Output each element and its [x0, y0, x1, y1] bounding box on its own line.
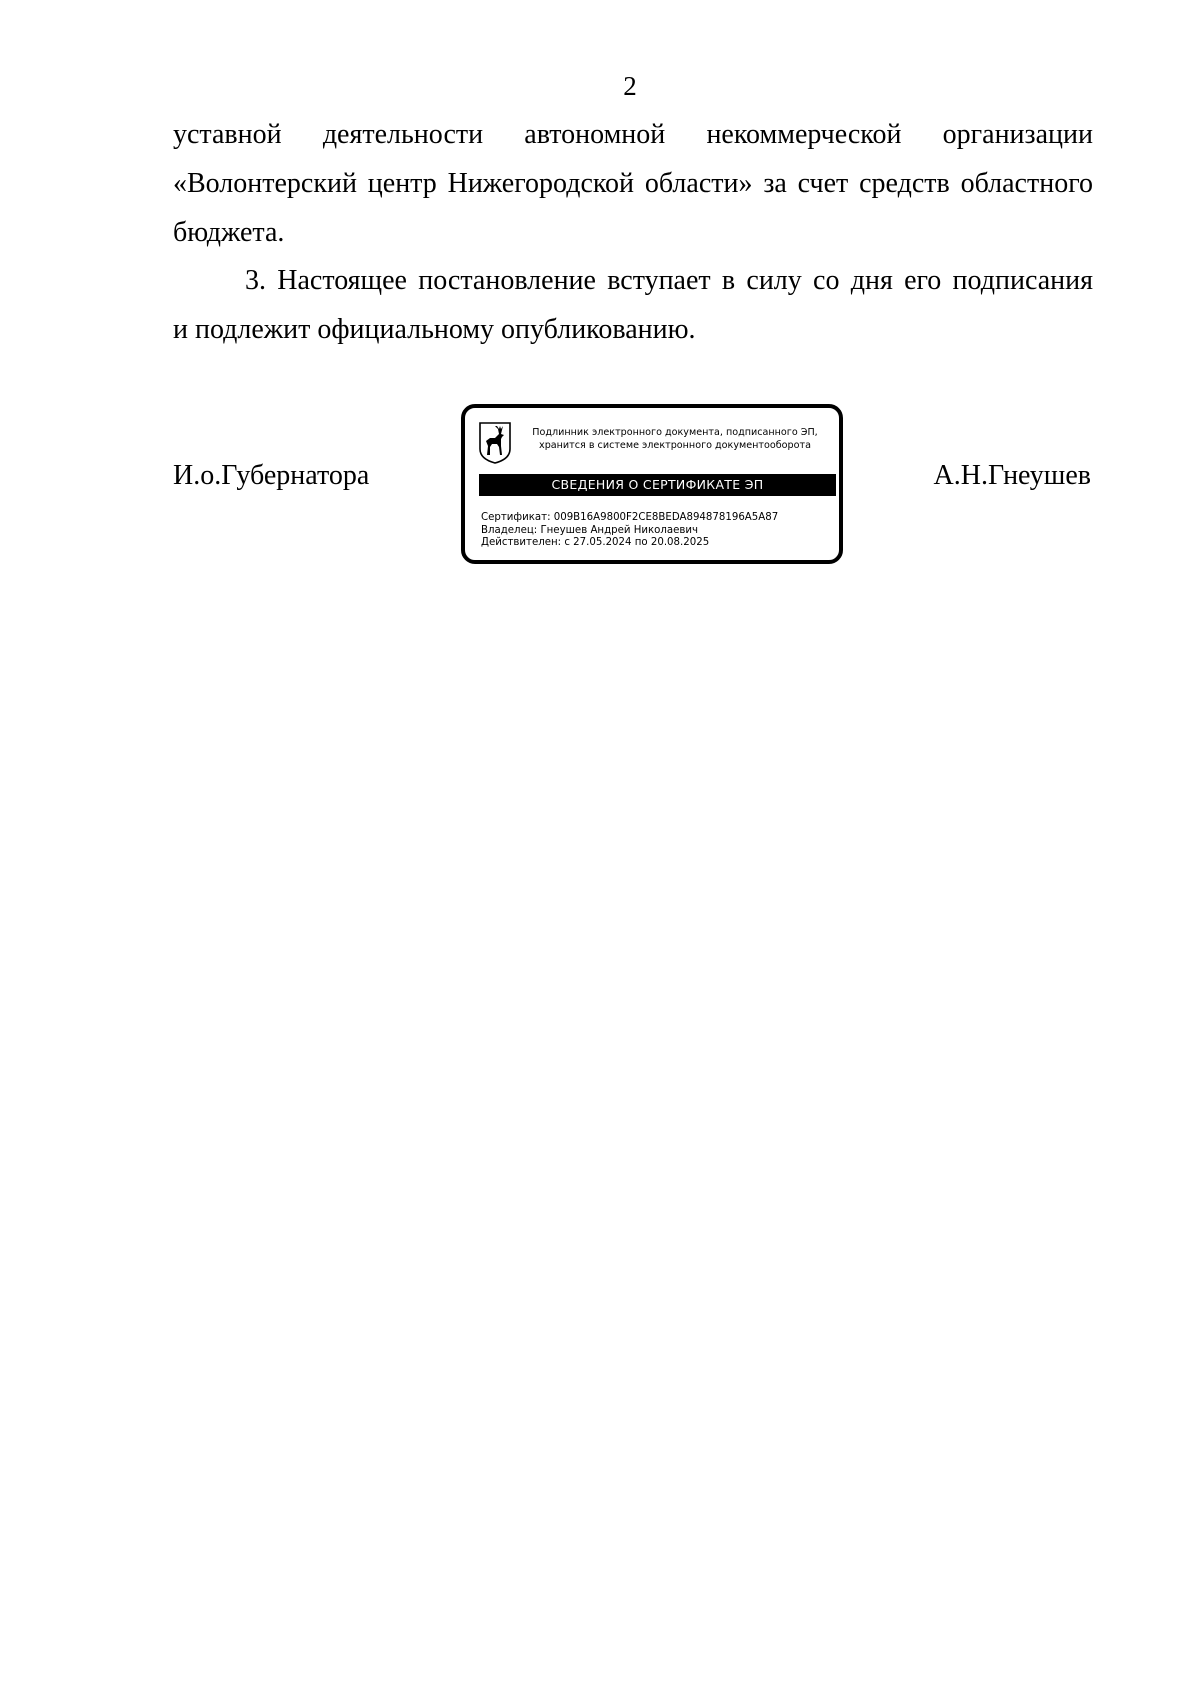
paragraph-2-line-1: 3. Настоящее постановление вступает в силу со дня его подписания: [245, 265, 1093, 296]
coat-of-arms-icon: [478, 421, 512, 465]
stamp-details: [481, 512, 778, 550]
page-number: 2: [623, 71, 637, 101]
paragraph-2-line-2: и подлежит официальному опубликованию.: [173, 314, 696, 345]
paragraph-1: [173, 110, 1093, 257]
certificate-number: Сертификат: 009B16A9800F2CE8BEDA894878196A5A87: [481, 512, 779, 523]
paragraph-1-line-3: бюджета.: [173, 217, 285, 248]
certificate-validity: Действителен: с 27.05.2024 по 20.08.2025: [481, 537, 710, 548]
paragraph-2: [173, 256, 1093, 354]
stamp-notice-line-2: хранится в системе электронного документооборота: [539, 440, 811, 451]
electronic-signature-stamp: [461, 404, 843, 564]
stamp-notice: [515, 426, 835, 452]
paragraph-1-line-1: уставной деятельности автономной некоммерческой организации: [173, 119, 1093, 150]
signatory-position: И.о.Губернатора: [173, 460, 370, 491]
signatory-name: А.Н.Гнеушев: [933, 460, 1091, 491]
certificate-owner: Владелец: Гнеушев Андрей Николаевич: [481, 524, 699, 536]
paragraph-1-line-2: «Волонтерский центр Нижегородской области» за счет средств областного: [173, 168, 1093, 199]
stamp-header: СВЕДЕНИЯ О СЕРТИФИКАТЕ ЭП: [479, 474, 836, 496]
stamp-notice-line-1: Подлинник электронного документа, подписанного ЭП,: [532, 427, 818, 438]
